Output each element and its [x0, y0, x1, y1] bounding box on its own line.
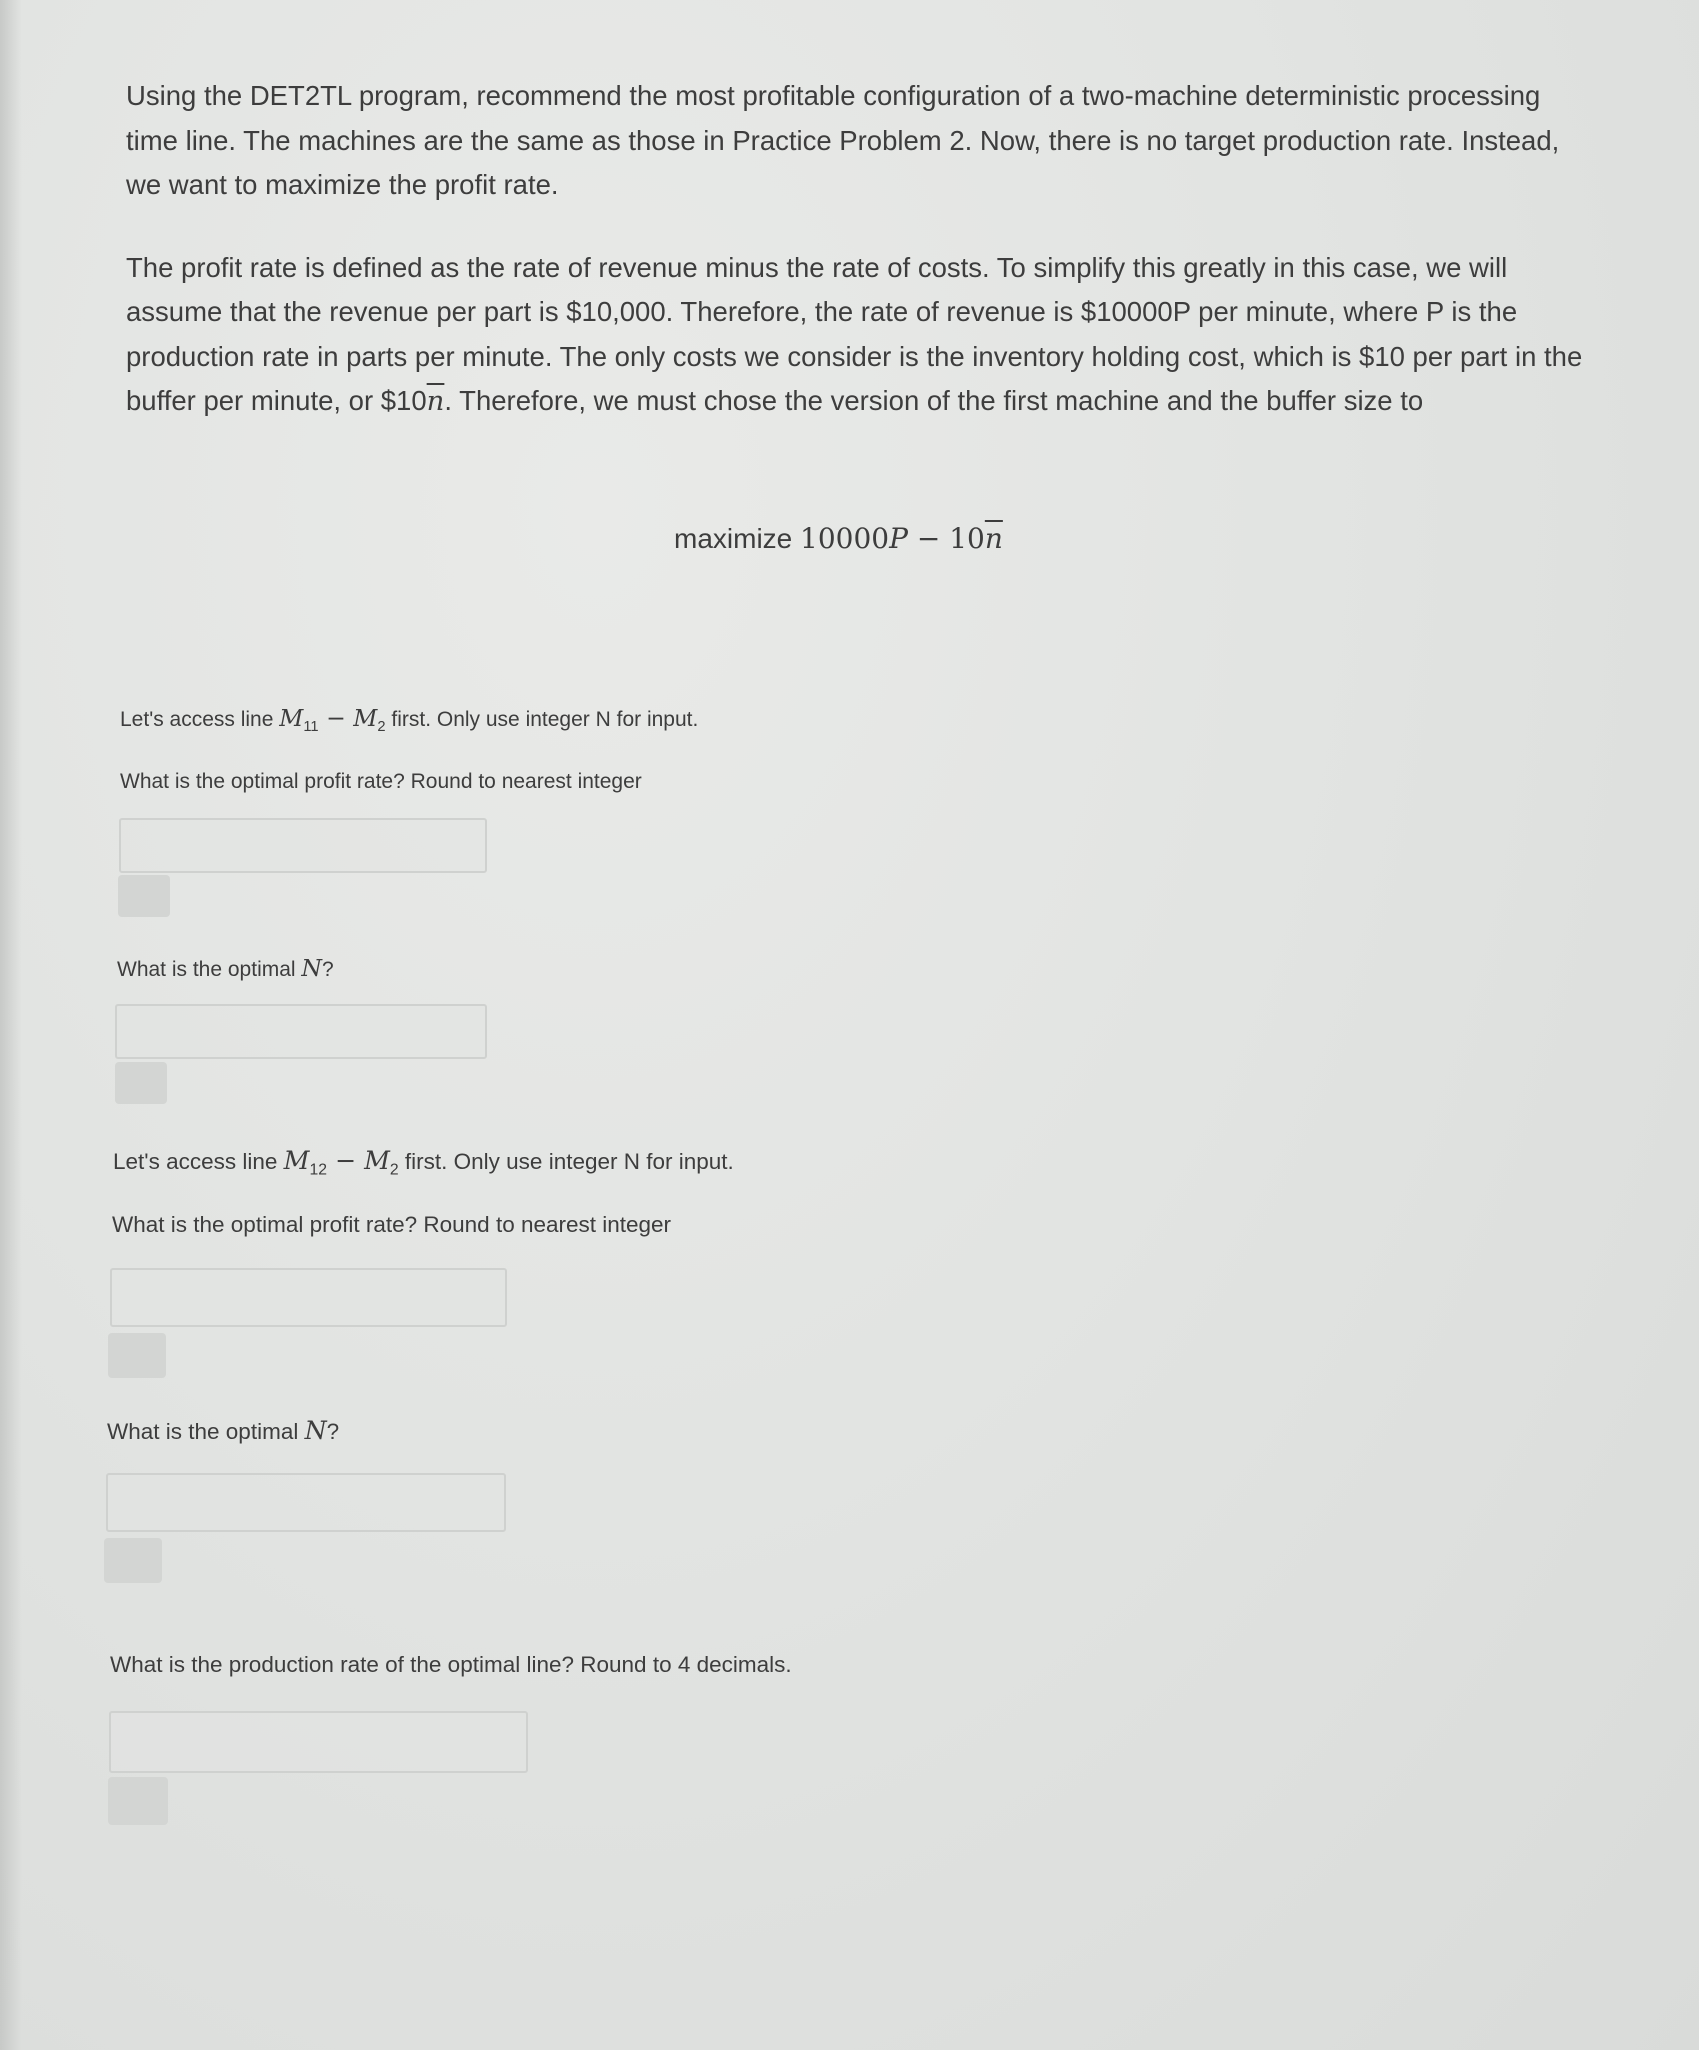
objective-coefficient: 10000	[800, 522, 890, 555]
section2-minus: −	[326, 1146, 365, 1175]
page-edge-shadow	[0, 0, 22, 2050]
section1-q2-n: N	[301, 954, 322, 982]
section2-question-profit: What is the optimal profit rate? Round to nearest integer	[112, 1212, 672, 1237]
section1-intro-text-b: first. Only use integer N for input.	[385, 708, 699, 731]
section1-m-b: M	[353, 704, 378, 732]
section1-sub-a: 11	[303, 719, 319, 736]
section3-question-production-rate: What is the production rate of the optimal line? Round to 4 decimals.	[110, 1652, 792, 1677]
intro-paragraph-2-text-a: The profit rate is defined as the rate of revenue minus the rate of costs. To simplify this greatly in this case, we will assume that the revenue per part is $10,000. Therefore, the rate of revenue is $10000P per minute, where P is the production rate in parts per minute. The only costs we consider is the inventory holding cost, which is $10 per part in the buffer per minute, or $10	[126, 251, 1583, 416]
section2-q2-n: N	[304, 1416, 327, 1445]
objective-p-symbol: P	[889, 522, 908, 555]
section3-production-rate-check-button[interactable]	[108, 1777, 168, 1825]
objective-minus-term: − 10	[907, 522, 985, 555]
section2-question-n	[107, 1416, 339, 1445]
section2-intro	[113, 1146, 734, 1180]
intro-paragraph-2	[126, 246, 1586, 424]
intro-paragraph-1: Using the DET2TL program, recommend the most profitable configuration of a two-machine deterministic processing time line. The machines are the same as those in Practice Problem 2. Now, there is no target production rate. Instead, we want to maximize the profit rate.	[126, 80, 1560, 200]
section1-profit-input[interactable]	[119, 818, 487, 873]
objective-n-bar: $\overline{n}$	[984, 522, 1003, 555]
section2-profit-check-button[interactable]	[108, 1333, 166, 1378]
section2-q2-text-a: What is the optimal	[107, 1419, 305, 1444]
section1-intro-text-a: Let's access line	[120, 708, 280, 731]
section1-q2-text-a: What is the optimal	[117, 958, 302, 981]
section1-intro	[120, 704, 698, 735]
section2-n-check-button[interactable]	[104, 1538, 162, 1583]
section2-n-input[interactable]	[106, 1473, 506, 1532]
section1-minus: −	[318, 704, 354, 732]
section2-intro-text-b: first. Only use integer N for input.	[398, 1149, 734, 1174]
section2-sub-b: 2	[389, 1161, 399, 1179]
section1-profit-check-button[interactable]	[118, 875, 170, 917]
section1-sub-b: 2	[377, 719, 386, 736]
section1-question-n	[117, 954, 334, 982]
objective-label: maximize	[674, 523, 793, 554]
section1-q2-text-b: ?	[321, 958, 334, 981]
section2-m-b: M	[364, 1146, 390, 1175]
problem-statement	[126, 74, 1586, 424]
objective-formula	[674, 522, 1003, 555]
section1-n-check-button[interactable]	[115, 1062, 167, 1104]
n-bar-symbol: $\overline{n}$	[426, 385, 445, 417]
section2-sub-a: 12	[309, 1161, 327, 1179]
intro-paragraph-2-text-b: . Therefore, we must chose the version of the first machine and the buffer size to	[444, 385, 1424, 416]
section1-m-a: M	[279, 704, 304, 732]
section2-q2-text-b: ?	[326, 1419, 340, 1444]
section2-m-a: M	[283, 1146, 310, 1175]
section1-n-input[interactable]	[115, 1004, 487, 1059]
section2-profit-input[interactable]	[110, 1268, 507, 1327]
section1-question-profit: What is the optimal profit rate? Round to nearest integer	[120, 770, 642, 793]
section2-intro-text-a: Let's access line	[113, 1149, 284, 1174]
section3-production-rate-input[interactable]	[109, 1711, 528, 1773]
